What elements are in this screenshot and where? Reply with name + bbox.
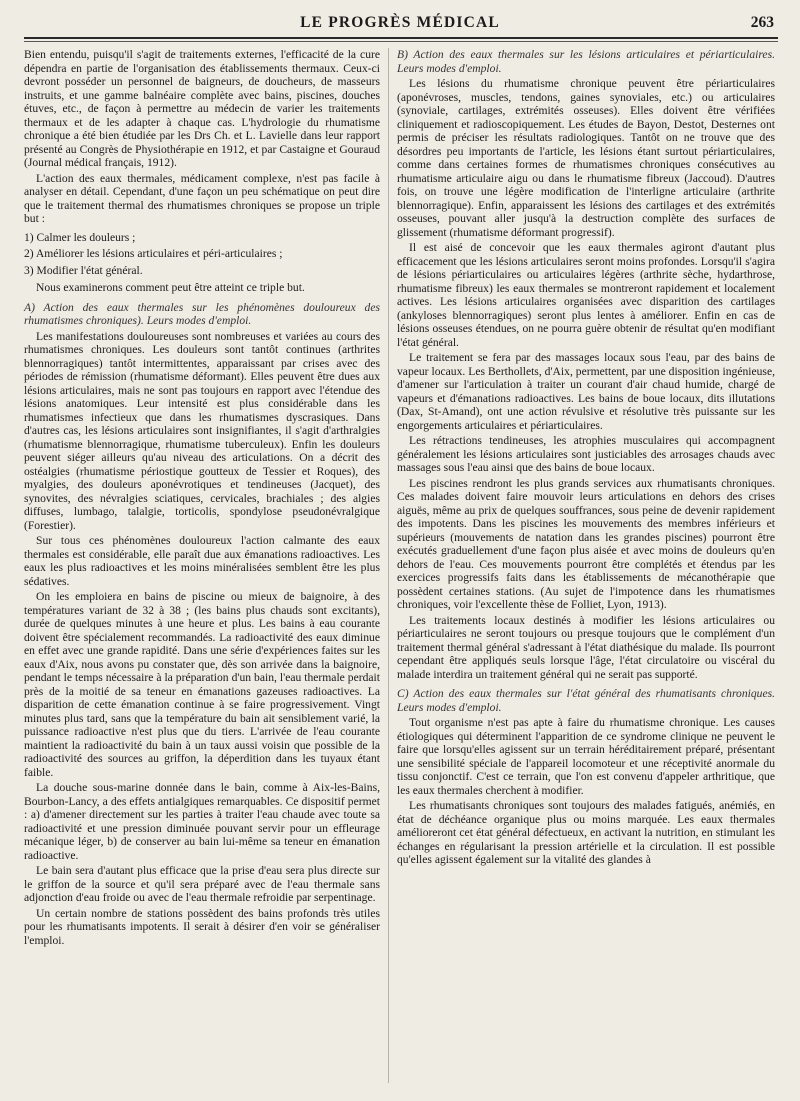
paragraph: Sur tous ces phénomènes douloureux l'action calmante des eaux thermales est considérable, elle paraît due aux émanations radioactives. Les eaux les plus radioactives et les moins minéralisées semblent être les plus sédatives.: [24, 534, 380, 588]
numbered-list: [24, 231, 380, 278]
list-item: 2) Améliorer les lésions articulaires et péri-articulaires ;: [24, 247, 283, 260]
header-rule-thin: [24, 41, 778, 42]
section-heading-b: [397, 48, 775, 75]
right-column: [397, 48, 775, 869]
page-header: [24, 14, 776, 36]
paragraph: On les emploiera en bains de piscine ou mieux de baignoire, à des températures variant de 32 à 38 ; (les bains plus chauds sont excitants), durée de quelques minutes à une heure et plus. Les bains à eau courante doivent être spécialement recommandés. La radioactivité des eaux diminue en effet avec une grande rapidité. Dans une série d'expériences faites sur les eaux d'Aix, nous avons pu constater que, dès son arrivée dans la baignoire, pendant le temps nécessaire à la préparation d'un bain, l'eau thermale perdait près de la moitié de sa teneur en émanations gazeuses radioactives. La disparition de cette émanation continue à se faire progressivement. Vingt minutes plus tard, sans que la température du bain ait sensiblement varié, la puissance radioactive n'est plus que du tiers. L'arrivée de l'eau courante maintient la radioactivité du bain à un taux aussi voisin que possible de la radioactivité des sources au griffon, la déperdition dans les tuyaux étant faible.: [24, 590, 380, 779]
section-heading-text: A) Action des eaux thermales sur les phénomènes douloureux des rhumatismes chroniques). Leurs modes d'emploi.: [24, 300, 380, 327]
paragraph: Bien entendu, puisqu'il s'agit de traitements externes, l'efficacité de la cure dépendra en partie de l'organisation des établissements thermaux. Ceux-ci devront posséder un personnel de baigneurs, de doucheurs, de masseurs instruits, et une gamme balnéaire complète avec bains, piscines, douches étuves, etc., de façon à permettre au médecin de varier les traitements thermaux et de les adapter à chaque cas. L'hydrologie du rhumatisme chronique a été bien étudiée par les Drs Ch. et L. Lavielle dans leur rapport présenté au Congrès de Physiothérapie en 1912, et par Castaigne et Gouraud (Journal médical français, 1912).: [24, 48, 380, 169]
section-heading-c: [397, 687, 775, 714]
paragraph: Tout organisme n'est pas apte à faire du rhumatisme chronique. Les causes étiologiques qui déterminent l'apparition de ce syndrome clinique ne peuvent le faire que lorsqu'elles agissent sur un terrain héréditairement préparé, présentant une sensibilité spéciale de l'appareil locomoteur et une réceptivité anormale du tissu conjonctif. C'est ce terrain, que l'on est convenu d'appeler arthritique, que les eaux thermales cherchent à modifier.: [397, 716, 775, 797]
page-number: 263: [750, 14, 774, 31]
paragraph: Les traitements locaux destinés à modifier les lésions articulaires ou périarticulaires ne seront toujours ou presque toujours que le complément d'un traitement thermal général s'adressant à l'état diathésique du malade. Ils pourront cependant être appliqués seuls lorsque l'âge, l'état circulatoire ou viscéral du malade interdira un traitement général qui ne serait pas supporté.: [397, 613, 775, 681]
section-heading-text: C) Action des eaux thermales sur l'état général des rhumatisants chroniques. Leurs modes d'emploi.: [397, 687, 775, 714]
paragraph: Il est aisé de concevoir que les eaux thermales agiront d'autant plus efficacement que les lésions articulaires seront moins profondes. Lorsqu'il s'agira de lésions périarticulaires ou articulaires légères (arthrite sèche, hydarthrose, rhumatisme fibreux) les eaux thermales se montreront rapidement et localement actives. Les lésions articulaires organisées avec disparition des cartilages (ankyloses blennorragiques) seront plus lentes à améliorer. Enfin en cas de lésions osseuses étendues, on ne pourra guère obtenir de résultat qu'en modifiant l'état général.: [397, 241, 775, 349]
list-item: 3) Modifier l'état général.: [24, 263, 143, 277]
journal-title: LE PROGRÈS MÉDICAL: [300, 14, 500, 31]
column-divider: [388, 48, 389, 1083]
left-column: [24, 48, 380, 949]
paragraph: Les rhumatisants chroniques sont toujours des malades fatigués, anémiés, en état de déchéance organique plus ou moins marquée. Les eaux thermales amélioreront cet état général défectueux, en activant la nutrition, en stimulant les échanges en régularisant la pression artérielle et la circulation. Il est possible qu'elles agissent également sur la vitalité des glandes à: [397, 799, 775, 866]
paragraph: Nous examinerons comment peut être atteint ce triple but.: [36, 281, 305, 294]
list-item: 1) Calmer les douleurs ;: [24, 230, 136, 244]
paragraph: La douche sous-marine donnée dans le bain, comme à Aix-les-Bains, Bourbon-Lancy, a des effets antialgiques remarquables. Ce dispositif permet : a) d'amener directement sur les parties à traiter l'eau chaude avec toute sa radioactivité et une pression diminuée pouvant servir pour un effleurage mécanique léger, b) de conserver au bain lui-même sa teneur en émanation radioactive.: [24, 781, 380, 862]
paragraph: Les piscines rendront les plus grands services aux rhumatisants chroniques. Ces malades doivent faire mouvoir leurs articulations en dehors des crises aiguës, même au prix de quelques souffrances, sous peine de devenir rapidement des impotents. Dans les piscines les mouvements des membres inférieurs et supérieurs (mouvements de natation dans les grandes piscines) pourront être exécutés graduellement d'une façon plus aisée et avec moins de douleurs qu'en dehors de l'eau. Ces mouvements pourront être complétés et étendus par les exercices progressifs faits dans les établissements de mécanothérapie que possèdent certaines stations. (Au sujet de l'impotence dans les rhumatismes chroniques, voir l'excellente thèse de Folliet, Lyon, 1913).: [397, 476, 775, 611]
paragraph: Le traitement se fera par des massages locaux sous l'eau, par des bains de vapeur locaux. Les Berthollets, d'Aix, permettent, par une disposition ingénieuse, d'amener sur l'articulation à traiter un courant d'air chaud humide, chargé de vapeurs et d'émanations radioactives. Les bains de boue locaux, dits illutations (Dax, St-Amand), ont une action révulsive et résolutive très puissante sur les engorgements articulaires et périarticulaires.: [397, 351, 775, 432]
paragraph: L'action des eaux thermales, médicament complexe, n'est pas facile à analyser en détail. Cependant, d'une façon un peu schématique on peut dire que le traitement thermal des rhumatismes chroniques se propose un triple but :: [24, 171, 380, 225]
section-heading-text: B) Action des eaux thermales sur les lésions articulaires et périarticulaires. Leurs modes d'emploi.: [397, 48, 775, 75]
header-rule: [24, 37, 778, 39]
paragraph: Les lésions du rhumatisme chronique peuvent être périarticulaires (aponévroses, muscles, tendons, gaines synoviales, etc.) ou articulaires (synoviale, cartilages, extrémités osseuses). Elles doivent être vérifiées cliniquement et radioscopiquement. Les études de Bayon, Destot, Desternes ont permis de préciser les résultats radiologiques. Tantôt on ne trouve que des désordres peu importants de l'article, les lésions étant surtout périarticulaires, comme dans certaines formes de rhumatismes chroniques consécutives au rhumatisme articulaire aigu ou dans le rhumatisme fibreux (Jaccoud). D'autres fois, on trouve une légère modification de l'interligne articulaire (arthrite blennorragique). Enfin, apparaissent les lésions des cartilages et des extrémités osseuses, pouvant aller jusqu'à la destruction complète des surfaces de glissement (rhumatisme déformant progressif).: [397, 77, 775, 239]
paragraph: Un certain nombre de stations possèdent des bains profonds très utiles pour les rhumatisants impotents. Il serait à désirer d'en voir se généraliser l'emploi.: [24, 906, 380, 947]
section-heading-a: [24, 301, 380, 328]
paragraph: Le bain sera d'autant plus efficace que la prise d'eau sera plus directe sur le griffon de la source et qu'il sera préparé avec de l'eau thermale sans adjonction d'eau froide ou avec de l'eau thermale refroidie par serpentinage.: [24, 864, 380, 904]
paragraph: Les rétractions tendineuses, les atrophies musculaires qui accompagnent généralement les lésions articulaires sont justiciables des arrosages chauds avec massages sous l'eau ainsi que des bains de boue locaux.: [397, 434, 775, 474]
paragraph: Les manifestations douloureuses sont nombreuses et variées au cours des rhumatismes chroniques. Les douleurs sont tantôt continues (arthrites blennorragiques) tantôt intermittentes, apparaissant par crises avec des périodes de rémission (rhumatisme déformant). Elles peuvent être dues aux lésions articulaires, mais ne sont pas toujours en rapport avec l'étendue des lésions anatomiques. Leur intensité est plus considérable dans les rhumatismes infectieux que dans les rhumatismes dyscrasiques. Dans d'autres cas, les lésions articulaires sont insignifiantes, il s'agit d'arthralgies (rhumatisme blennorragique, rhumatisme tuberculeux). Enfin les douleurs peuvent siéger ailleurs qu'au niveau des articulations. On a décrit des ostéalgies (rhumatisme périostique goutteux de Tessier et Roques), des myalgies, des douleurs aponévrotiques et tendineuses (Jacquet), des synovites, des névralgies sciatiques, cervicales, brachiales ; des algies diffuses, lumbago, talalgie, torticolis, spondylose pseudonévralgique (Forestier).: [24, 329, 380, 532]
